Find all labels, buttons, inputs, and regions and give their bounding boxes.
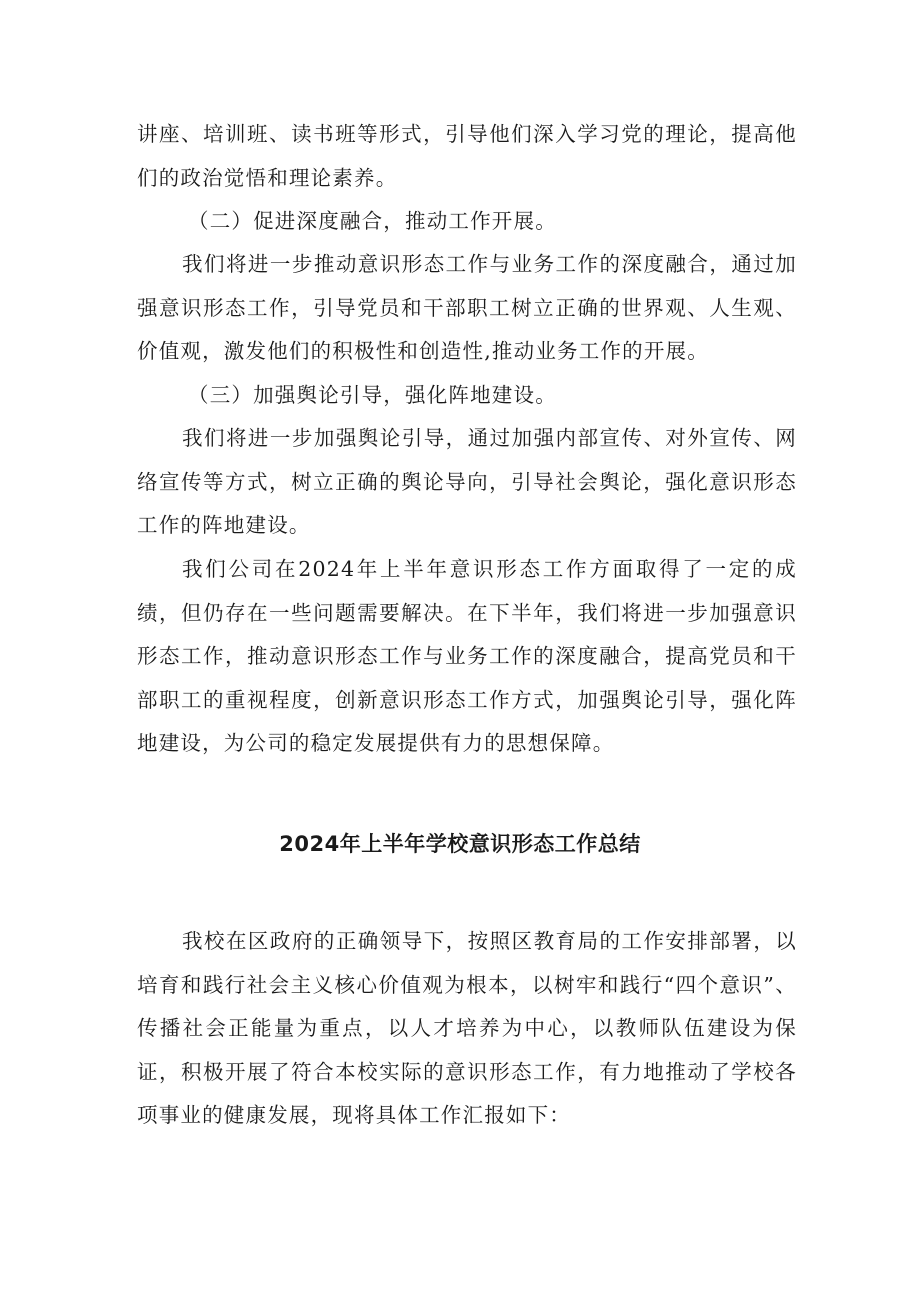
paragraph-integration: 我们将进一步推动意识形态工作与业务工作的深度融合，通过加强意识形态工作，引导党员和干部职工树立正确的世界观、人生观、价值观，激发他们的积极性和创造性,推动业务工作的开展。 xyxy=(137,252,797,363)
paragraph-school-intro: 我校在区政府的正确领导下，按照区教育局的工作安排部署，以培育和践行社会主义核心价值观为根本，以树牢和践行“四个意识”、传播社会正能量为重点，以人才培养为中心，以教师队伍建设为保证，积极开展了符合本校实际的意识形态工作，有力地推动了学校各项事业的健康发展，现将具体工作汇报如下： xyxy=(137,929,797,1127)
paragraph-continuation: 讲座、培训班、读书班等形式，引导他们深入学习党的理论，提高他们的政治觉悟和理论素养。 xyxy=(137,122,797,190)
subheading-opinion-guidance: （三）加强舆论引导，强化阵地建设。 xyxy=(188,383,557,407)
section-title: 2024年上半年学校意识形态工作总结 xyxy=(279,832,641,856)
subheading-promote-integration: （二）促进深度融合，推动工作开展。 xyxy=(188,209,557,233)
paragraph-opinion-guidance: 我们将进一步加强舆论引导，通过加强内部宣传、对外宣传、网络宣传等方式，树立正确的舆论导向，引导社会舆论，强化意识形态工作的阵地建设。 xyxy=(137,426,797,537)
paragraph-company-summary: 我们公司在2024年上半年意识形态工作方面取得了一定的成绩，但仍存在一些问题需要解决。在下半年，我们将进一步加强意识形态工作，推动意识形态工作与业务工作的深度融合，提高党员和干部职工的重视程度，创新意识形态工作方式，加强舆论引导，强化阵地建设，为公司的稳定发展提供有力的思想保障。 xyxy=(137,557,797,755)
